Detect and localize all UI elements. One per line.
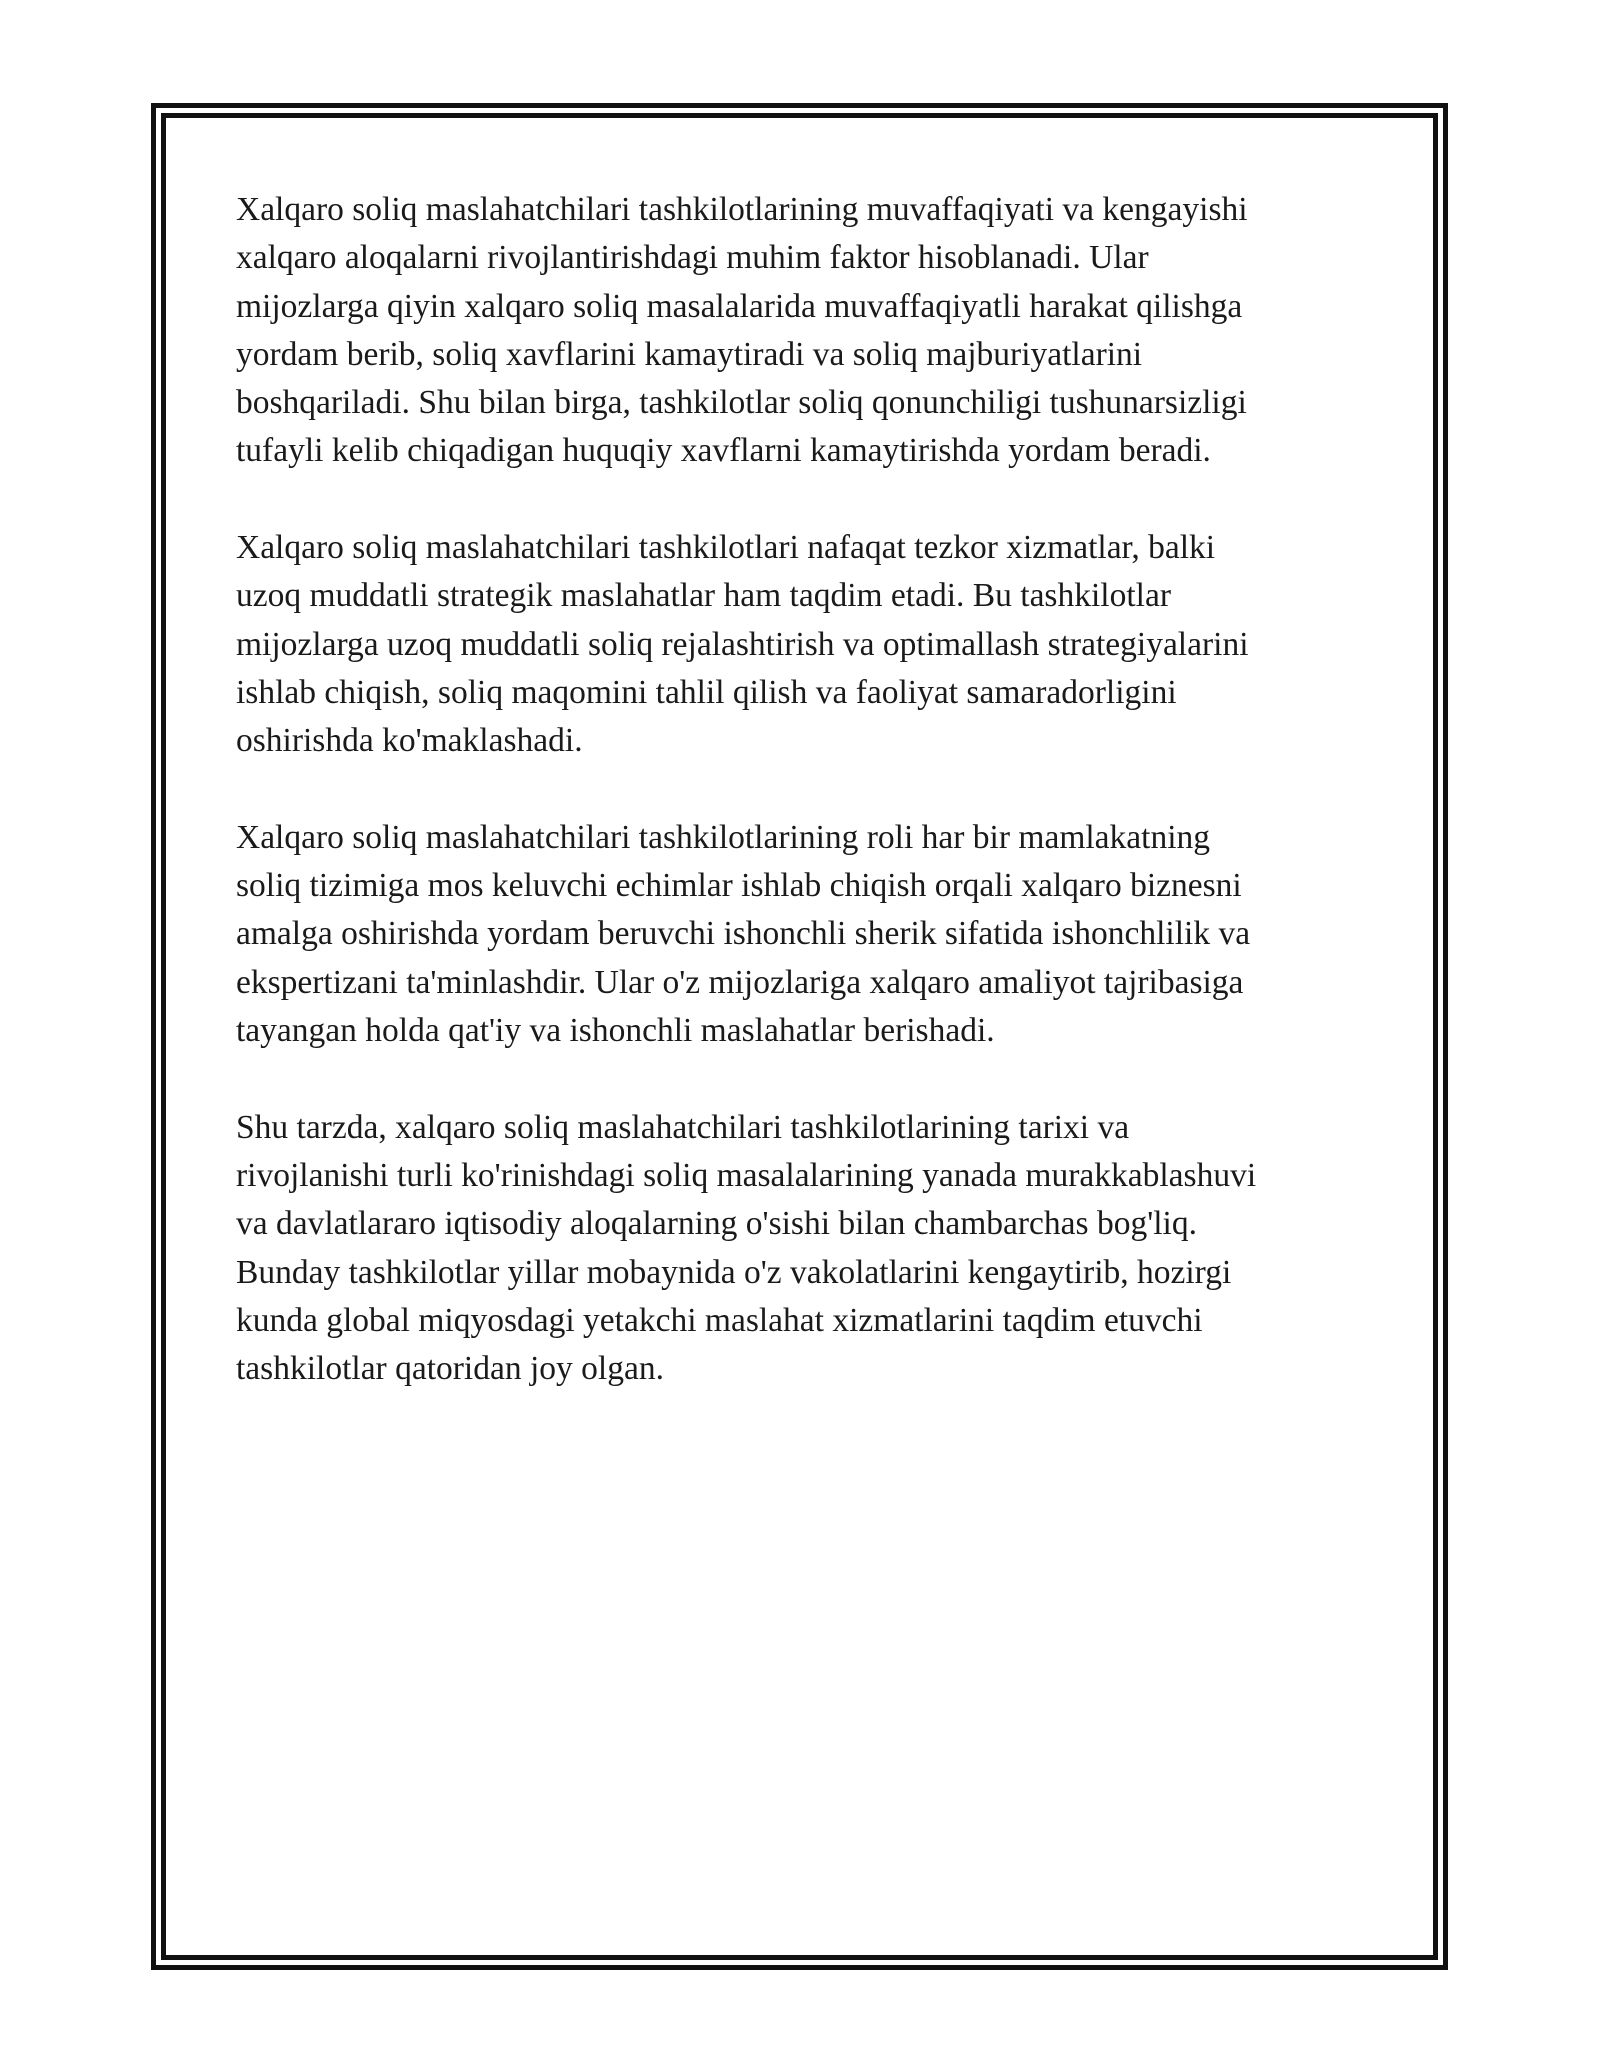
text-line: tufayli kelib chiqadigan huquqiy xavflarni kamaytirishda yordam beradi. bbox=[236, 432, 1211, 470]
text-line: oshirishda ko'maklashadi. bbox=[236, 722, 583, 760]
text-line: tayangan holda qat'iy va ishonchli maslahatlar berishadi. bbox=[236, 1012, 995, 1050]
paragraph-1 bbox=[236, 186, 1366, 476]
text-line: rivojlanishi turli ko'rinishdagi soliq masalalarining yanada murakkablashuvi bbox=[236, 1156, 1257, 1194]
text-line: amalga oshirishda yordam beruvchi ishonchli sherik sifatida ishonchlilik va bbox=[236, 915, 1251, 953]
text-line: kunda global miqyosdagi yetakchi maslahat xizmatlarini taqdim etuvchi bbox=[236, 1301, 1203, 1339]
text-line: uzoq muddatli strategik maslahatlar ham taqdim etadi. Bu tashkilotlar bbox=[236, 577, 1171, 615]
text-line: ekspertizani ta'minlashdir. Ular o'z mijozlariga xalqaro amaliyot tajribasiga bbox=[236, 963, 1244, 1001]
paragraph-2 bbox=[236, 524, 1366, 765]
text-line: Shu tarzda, xalqaro soliq maslahatchilari tashkilotlarining tarixi va bbox=[236, 1108, 1130, 1146]
text-line: soliq tizimiga mos keluvchi echimlar ishlab chiqish orqali xalqaro biznesni bbox=[236, 867, 1242, 905]
text-line: Bunday tashkilotlar yillar mobaynida o'z vakolatlarini kengaytirib, hozirgi bbox=[236, 1253, 1232, 1291]
text-line: boshqariladi. Shu bilan birga, tashkilotlar soliq qonunchiligi tushunarsizligi bbox=[236, 384, 1247, 422]
text-line: mijozlarga qiyin xalqaro soliq masalalarida muvaffaqiyatli harakat qilishga bbox=[236, 287, 1243, 325]
text-line: mijozlarga uzoq muddatli soliq rejalashtirish va optimallash strategiyalarini bbox=[236, 625, 1249, 663]
text-line: tashkilotlar qatoridan joy olgan. bbox=[236, 1350, 664, 1388]
text-line: yordam berib, soliq xavflarini kamaytiradi va soliq majburiyatlarini bbox=[236, 335, 1143, 373]
text-line: ishlab chiqish, soliq maqomini tahlil qilish va faoliyat samaradorligini bbox=[236, 673, 1177, 711]
text-line: Xalqaro soliq maslahatchilari tashkilotlarining roli har bir mamlakatning bbox=[236, 818, 1211, 856]
document-body bbox=[236, 186, 1366, 1442]
text-line: xalqaro aloqalarni rivojlantirishdagi muhim faktor hisoblanadi. Ular bbox=[236, 239, 1149, 277]
paragraph-3 bbox=[236, 814, 1366, 1055]
paragraph-4 bbox=[236, 1104, 1366, 1394]
text-line: Xalqaro soliq maslahatchilari tashkilotlarining muvaffaqiyati va kengayishi bbox=[236, 191, 1248, 228]
text-line: va davlatlararo iqtisodiy aloqalarning o'sishi bilan chambarchas bog'liq. bbox=[236, 1205, 1197, 1243]
text-line: Xalqaro soliq maslahatchilari tashkilotlari nafaqat tezkor xizmatlar, balki bbox=[236, 529, 1216, 567]
